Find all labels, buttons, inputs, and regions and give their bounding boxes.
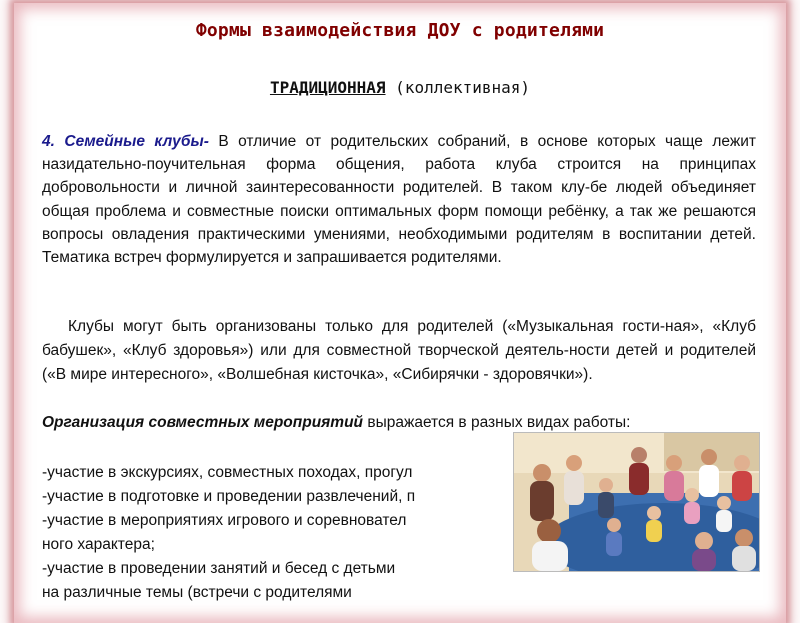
clubs-examples-paragraph: Клубы могут быть организованы только для родителей («Музыкальная гости-ная», «Клуб бабушек», «Клуб здоровья») или для совместной творческой деятель-ности детей и родителей («В мире интересного», «Волшебная кисточка», «Сибирячки - здоровячки»). [42, 318, 756, 383]
clubs-text: В отличие от родительских собраний, в основе которых чаще лежит назидательно-поучительная форма общения, работа клуба строится на принципах добровольности и личной заинтересованности родителей. В таком клу-бе людей объединяет общая проблема и совместные поиски оптимальных форм помощи ребёнку, а так же решаются вопросы овладения практическими умениями, необходимыми родителям в воспитании детей. Тематика встреч формулируется и запрашивается родителями. [42, 133, 756, 267]
subtitle-main: ТРАДИЦИОННАЯ [269, 78, 386, 97]
subtitle-paren: (коллективная) [385, 78, 531, 97]
list-item: -участие в проведении занятий и бесед с детьми [42, 560, 396, 577]
list-item: на различные темы (встречи с родителями [42, 584, 352, 601]
slide-subtitle [0, 78, 800, 97]
events-text: выражается в разных видах работы: [363, 414, 631, 431]
clubs-heading: 4. Семейные клубы- [42, 133, 209, 150]
list-item: -участие в мероприятиях игрового и соревновател [42, 512, 407, 529]
list-item: -участие в подготовке и проведении развлечений, п [42, 488, 416, 505]
slide-title: Формы взаимодействия ДОУ с родителями [195, 20, 605, 41]
list-item: ного характера; [42, 536, 155, 553]
clubs-paragraph [42, 130, 756, 269]
list-item: -участие в экскурсиях, совместных походах, прогул [42, 464, 413, 481]
photo-illustration [514, 433, 759, 571]
group-photo [513, 432, 760, 572]
events-heading: Организация совместных мероприятий [42, 414, 364, 431]
events-list [42, 461, 522, 605]
